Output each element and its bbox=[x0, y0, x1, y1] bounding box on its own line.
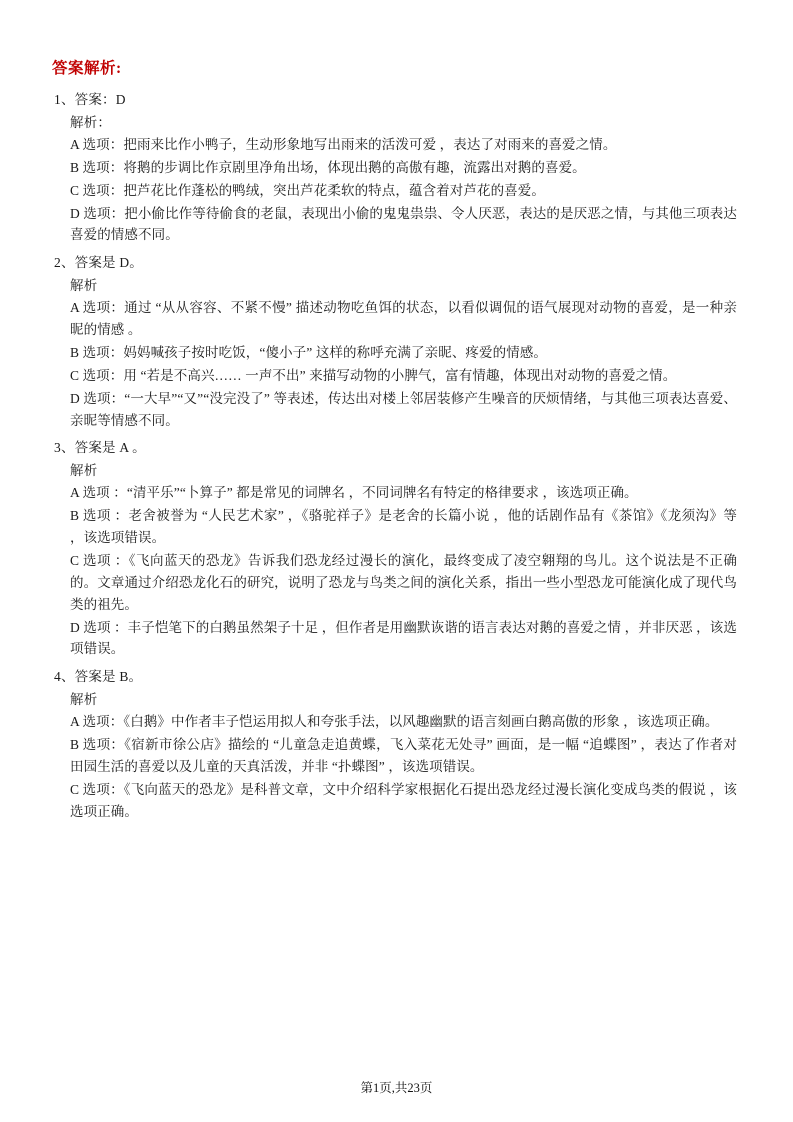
question-block bbox=[52, 436, 737, 660]
option-text: C 选项：《飞向蓝天的恐龙》是科普文章，文中介绍科学家根据化石提出恐龙经过漫长演化变成鸟类的假说 ，该选项正确。 bbox=[70, 781, 737, 819]
option-text: B 选项：将鹅的步调比作京剧里净角出场，体现出鹅的高傲有趣，流露出对鹅的喜爱。 bbox=[70, 159, 586, 175]
option-text: B 选项：《宿新市徐公店》描绘的 “儿童急走追黄蝶，飞入菜花无处寻” 画面，是一幅 “追蝶图” ，表达了作者对田园生活的喜爱以及儿童的天真活泼，并非 “扑蝶图” ，该选项错误。 bbox=[70, 737, 737, 775]
analysis-label: 解析： bbox=[70, 115, 112, 130]
analysis-label: 解析 bbox=[70, 692, 98, 708]
answer-line: 2、答案是 D。 bbox=[54, 255, 143, 271]
page-title: 答案解析: bbox=[52, 60, 122, 77]
option-text: C 选项：把芦花比作蓬松的鸭绒，突出芦花柔软的特点，蕴含着对芦花的喜爱。 bbox=[70, 182, 545, 198]
question-block bbox=[52, 665, 737, 822]
option-text: A 选项：通过 “从从容容、不紧不慢” 描述动物吃鱼饵的状态，以看似调侃的语气展现对动物的喜爱，是一种亲昵的情感 。 bbox=[70, 300, 737, 338]
option-text: A 选项 ：“清平乐”“卜算子” 都是常见的词牌名 ，不同词牌名有特定的格律要求 ，该选项正确。 bbox=[70, 485, 638, 501]
question-block bbox=[52, 251, 737, 431]
answer-line: 3、答案是 A 。 bbox=[54, 440, 146, 456]
analysis-label: 解析 bbox=[70, 278, 98, 294]
question-block bbox=[52, 88, 737, 246]
page-footer: 第1页,共23页 bbox=[360, 1081, 433, 1095]
answer-line: 4、答案是 B。 bbox=[54, 669, 143, 685]
analysis-label: 解析 bbox=[70, 463, 98, 479]
option-text: C 选项：用 “若是不高兴…… 一声不出” 来描写动物的小脾气，富有情趣，体现出对动物的喜爱之情。 bbox=[70, 367, 677, 383]
option-text: D 选项：把小偷比作等待偷食的老鼠，表现出小偷的鬼鬼祟祟、令人厌恶，表达的是厌恶之情，与其他三项表达喜爱的情感不同。 bbox=[70, 205, 737, 243]
option-text: B 选项 ：老舍被誉为 “人民艺术家” ，《骆驼祥子》是老舍的长篇小说 ，他的话剧作品有《茶馆》《龙须沟》等 ，该选项错误。 bbox=[70, 508, 737, 546]
option-text: D 选项：“一大早”“又”“没完没了” 等表述，传达出对楼上邻居装修产生噪音的厌烦情绪，与其他三项表达喜爱、亲昵等情感不同。 bbox=[70, 390, 737, 428]
option-text: B 选项：妈妈喊孩子按时吃饭，“傻小子” 这样的称呼充满了亲昵、疼爱的情感。 bbox=[70, 345, 548, 361]
option-text: A 选项：把雨来比作小鸭子，生动形象地写出雨来的活泼可爱 ，表达了对雨来的喜爱之情。 bbox=[70, 137, 617, 152]
option-text: A 选项：《白鹅》中作者丰子恺运用拟人和夸张手法，以风趣幽默的语言刻画白鹅高傲的形象 ，该选项正确。 bbox=[70, 714, 719, 730]
answer-line: 1、答案：D bbox=[54, 92, 126, 107]
option-text: D 选项 ：丰子恺笔下的白鹅虽然架子十足 ，但作者是用幽默诙谐的语言表达对鹅的喜爱之情 ，并非厌恶 ，该选项错误。 bbox=[70, 619, 737, 657]
option-text: C 选项 ：《飞向蓝天的恐龙》告诉我们恐龙经过漫长的演化，最终变成了凌空翱翔的鸟儿。这个说法是不正确的。文章通过介绍恐龙化石的研究，说明了恐龙与鸟类之间的演化关系，指出一些小型恐龙可能演化成了现代鸟类的祖先。 bbox=[70, 553, 737, 612]
